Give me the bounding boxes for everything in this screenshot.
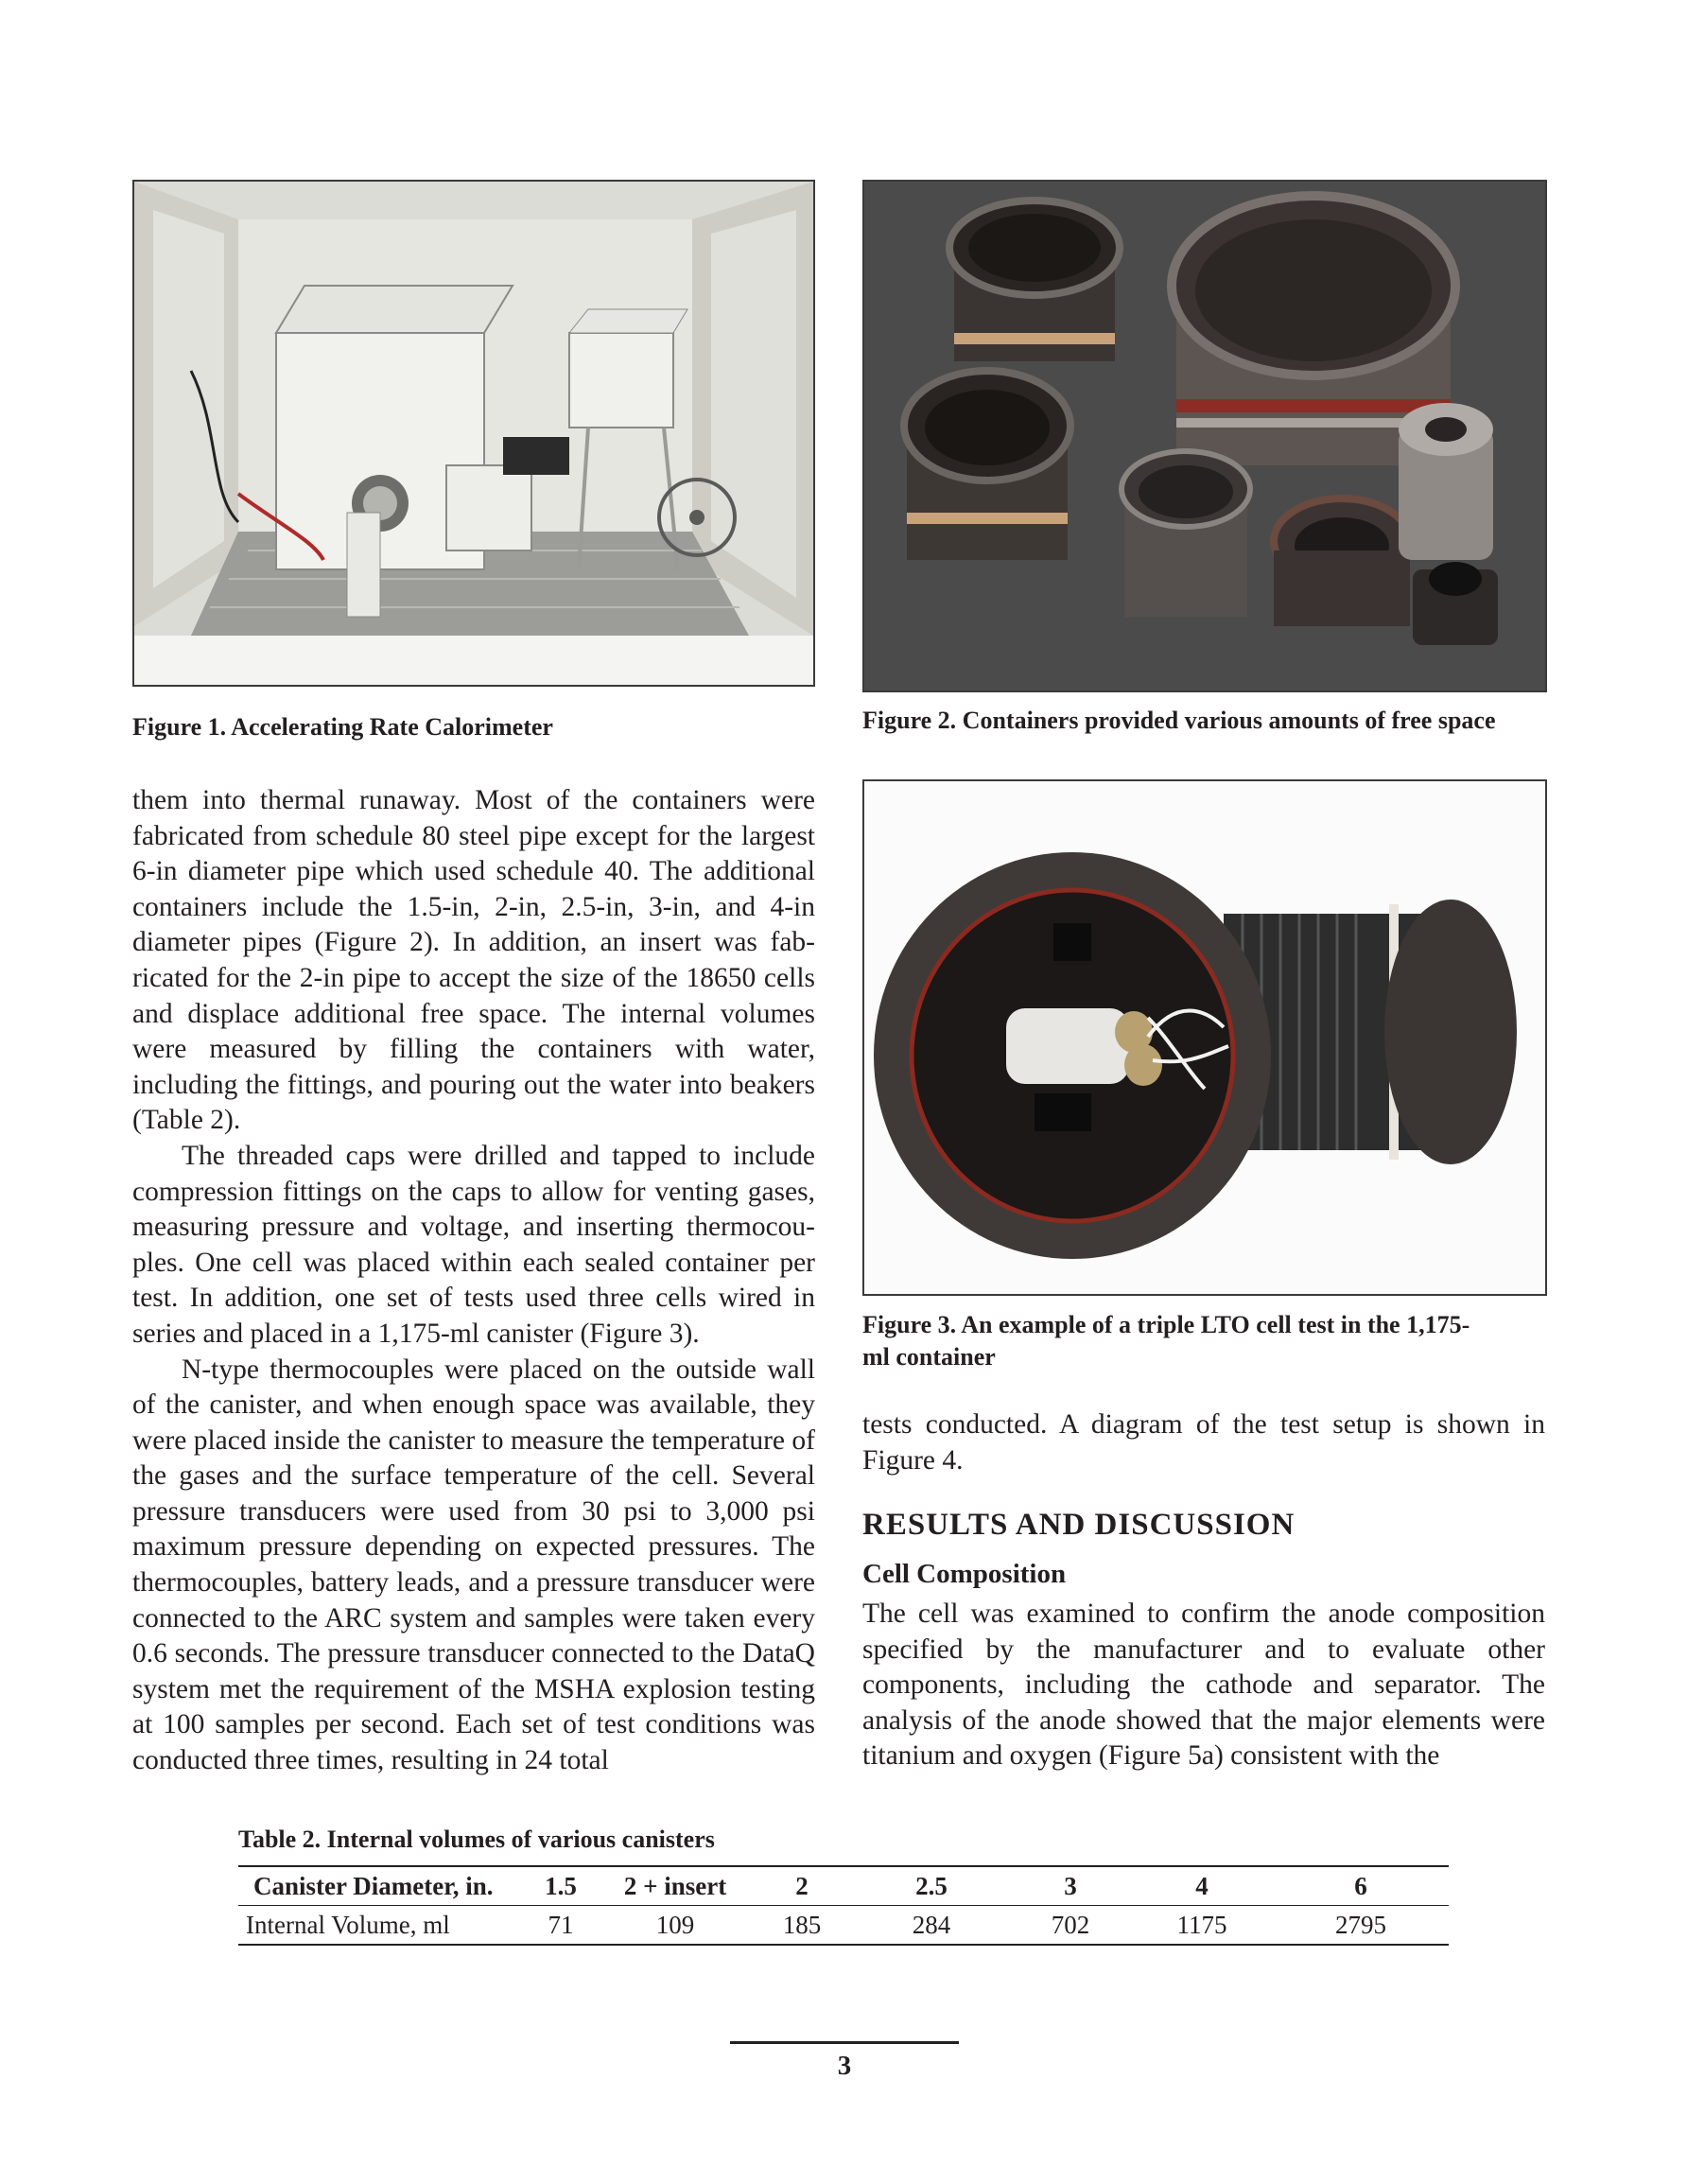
table-row (238, 1906, 1449, 1946)
figure-1-caption: Figure 1. Accelerating Rate Calorimeter (132, 713, 553, 741)
figure-3-caption-line-1: Figure 3. An example of a triple LTO cell test in the 1,175- (862, 1311, 1470, 1338)
table-title: Table 2. Internal volumes of various canisters (238, 1826, 715, 1853)
page-number: 3 (837, 2051, 852, 2081)
footer-rule (730, 2041, 959, 2044)
figure-2-caption: Figure 2. Containers provided various amounts of free space (862, 707, 1496, 734)
body-paragraph: tests conducted. A diagram of the test setup is shown in Figure 4. (862, 1409, 1545, 1476)
table-cell: 71 (548, 1910, 574, 1939)
table-cell: 284 (912, 1910, 951, 1939)
figure-3-image (862, 779, 1547, 1296)
body-paragraph: The threaded caps were drilled and tapped to include compression fittings on the caps to allow for venting gases, measuring pressure and voltage, and inserting thermocouples. One cell was placed within each sealed container per test. In addition, one set of tests used three cells wired in series and placed in a 1,175-ml canister (Figure 3). (132, 1140, 815, 1349)
table-header-cell: 2 (795, 1871, 809, 1900)
table-header-cell: Canister Diameter, in. (253, 1871, 494, 1900)
containers-illustration (864, 182, 1545, 690)
table-cell: 1175 (1176, 1910, 1227, 1939)
figure-1-image (132, 180, 815, 687)
body-paragraph: N-type thermocouples were placed on the outside wall of the canister, and when enough space was available, they were placed inside the canister to measure the temperature of the gases and the surface temperature of the cell. Several pressure transducers were used from 30 psi to 3,000 psi maximum pressure depending on expected pressures. The thermocouples, battery leads, and a pressure transducer were connected to the ARC system and samples were taken every 0.6 seconds. The pressure transducer connected to the DataQ system met the requirement of the MSHA explosion testing at 100 samples per second. Each set of test conditions was conducted three times, resulting in 24 total (132, 1354, 815, 1776)
right-column-paragraph-2 (862, 1597, 1545, 1774)
subsection-heading: Cell Composition (862, 1559, 1067, 1589)
body-paragraph: The cell was examined to confirm the anode composition specified by the manufacturer and to evaluate other components, including the cathode and separator. The analysis of the anode showed that the major elements were titanium and oxygen (Figure 5a) consistent with the (862, 1599, 1545, 1772)
canister-illustration (864, 781, 1545, 1294)
section-heading: RESULTS AND DISCUSSION (862, 1508, 1296, 1542)
table-cell: Internal Volume, ml (246, 1910, 450, 1939)
figure-3-caption-line-2: ml container (862, 1343, 996, 1371)
table-header-cell: 1.5 (545, 1871, 577, 1900)
figure-2-image (862, 180, 1547, 692)
table-header-row (238, 1866, 1449, 1906)
table-cell: 185 (782, 1910, 822, 1939)
table-cell: 109 (655, 1910, 695, 1939)
table-cell: 702 (1051, 1910, 1090, 1939)
table-header-cell: 3 (1064, 1871, 1077, 1900)
table-cell: 2795 (1335, 1910, 1386, 1939)
right-column-paragraph-1 (862, 1407, 1545, 1478)
calorimeter-illustration (134, 182, 813, 685)
table-header-cell: 6 (1354, 1871, 1367, 1900)
table-header-cell: 2.5 (915, 1871, 948, 1900)
table-header-cell: 4 (1195, 1871, 1209, 1900)
left-column-text (132, 783, 815, 1779)
internal-volumes-table (238, 1865, 1449, 1946)
table-header-cell: 2 + insert (623, 1871, 727, 1900)
body-paragraph: them into thermal runaway. Most of the containers were fabricated from schedule 80 steel pipe except for the largest 6-in diameter pipe which used schedule 40. The additional containers include the 1.5-in, 2-in, 2.5-in, 3-in, and 4-in diameter pipes (Figure 2). In addition, an insert was fabricated for the 2-in pipe to accept the size of the 18650 cells and displace additional free space. The internal volumes were measured by filling the containers with water, including the fittings, and pouring out the water into beakers (Table 2). (132, 785, 815, 1136)
